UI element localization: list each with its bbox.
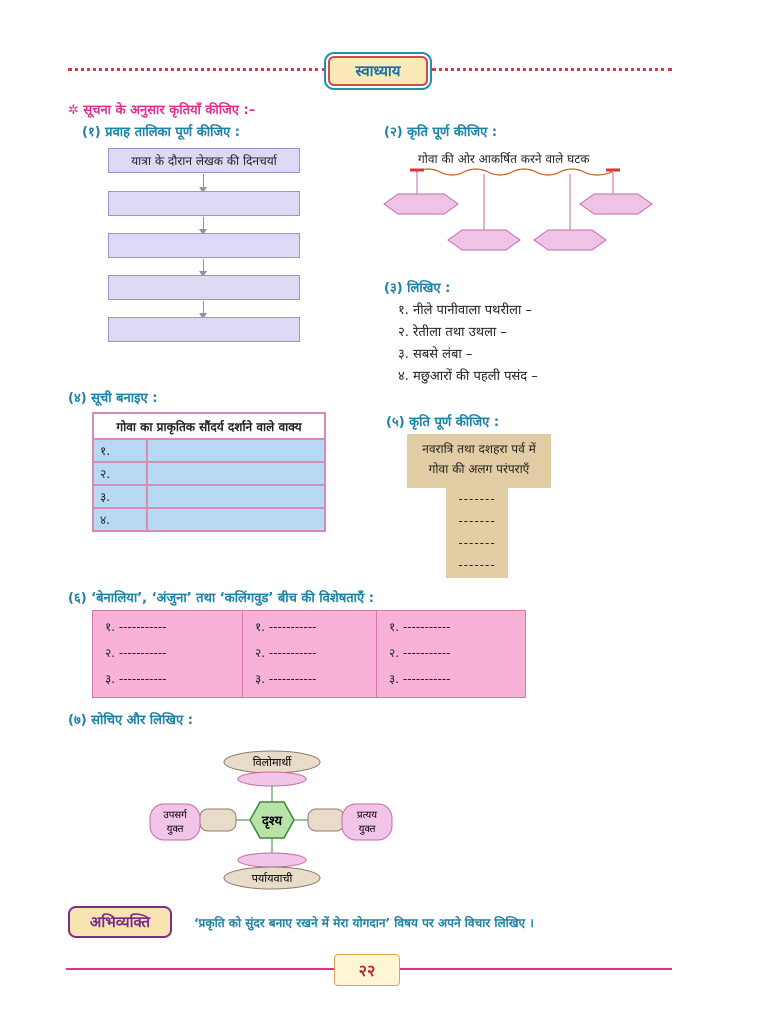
q5-blank-3: ------- bbox=[458, 536, 496, 550]
bottom-answer-ellipse bbox=[238, 853, 306, 867]
q1-heading: (१) प्रवाह तालिका पूर्ण कीजिए : bbox=[82, 125, 241, 140]
flow-arrow-1 bbox=[203, 174, 204, 188]
flow-box-3 bbox=[108, 233, 300, 258]
hexagon-1 bbox=[384, 194, 458, 214]
q3-item-1: १. नीले पानीवाला पथरीला – bbox=[398, 303, 532, 318]
q2-hanging-diagram bbox=[380, 166, 660, 256]
q2-heading: (२) कृति पूर्ण कीजिए : bbox=[384, 125, 498, 140]
left-word-line-1: उपसर्ग bbox=[163, 810, 187, 821]
section-title-badge: स्वाध्याय bbox=[328, 56, 428, 86]
flow-arrow-3 bbox=[203, 259, 204, 272]
q5-top-line-1: नवरात्रि तथा दशहरा पर्व में bbox=[422, 442, 536, 456]
flow-box-4 bbox=[108, 275, 300, 300]
expression-text: ‘प्रकृति को सुंदर बनाए रखने में मेरा योगदान’ विषय पर अपने विचार लिखिए । bbox=[194, 916, 534, 930]
q5-blank-2: ------- bbox=[458, 514, 496, 528]
q6-column-1: १. ----------- २. ----------- ३. ----------- bbox=[93, 611, 243, 697]
q3-item-4: ४. मछुआरों की पहली पसंद – bbox=[398, 369, 538, 384]
flow-arrow-4 bbox=[203, 301, 204, 314]
footer-line-right bbox=[400, 968, 672, 970]
expression-badge: अभिव्यक्ति bbox=[68, 906, 172, 938]
q4-heading: (४) सूची बनाइए : bbox=[68, 391, 158, 406]
q3-item-2: २. रेतीला तथा उथला – bbox=[398, 325, 507, 340]
flow-box-1: यात्रा के दौरान लेखक की दिनचर्या bbox=[108, 148, 300, 173]
q6-features-table bbox=[92, 610, 526, 698]
flow-box-5 bbox=[108, 317, 300, 342]
center-word: दृश्य bbox=[262, 814, 282, 829]
table-row: २. bbox=[93, 462, 325, 485]
right-word-line-2: युक्त bbox=[358, 824, 376, 835]
q5-top-line-2: गोवा की अलग परंपराएँ bbox=[428, 462, 530, 476]
top-word: विलोमार्थी bbox=[252, 756, 292, 769]
q4-list-table bbox=[92, 412, 326, 532]
q7-heading: (७) सोचिए और लिखिए : bbox=[68, 713, 193, 728]
right-answer-box bbox=[308, 809, 344, 831]
top-answer-ellipse bbox=[238, 772, 306, 786]
q5-blank-1: ------- bbox=[458, 492, 496, 506]
header-dotted-line-left bbox=[68, 68, 326, 71]
q2-label: गोवा की ओर आकर्षित करने वाले घटक bbox=[418, 152, 590, 166]
hexagon-3 bbox=[448, 230, 520, 250]
left-answer-box bbox=[200, 809, 236, 831]
table-row: ३. bbox=[93, 485, 325, 508]
q5-blank-4: ------- bbox=[458, 558, 496, 572]
q3-heading: (३) लिखिए : bbox=[384, 281, 451, 296]
bottom-word: पर्यायवाची bbox=[251, 872, 293, 885]
q4-table-header: गोवा का प्राकृतिक सौंदर्य दर्शाने वाले वाक्य bbox=[93, 413, 325, 439]
flow-arrow-2 bbox=[203, 217, 204, 230]
flow-box-2 bbox=[108, 191, 300, 216]
hexagon-2 bbox=[580, 194, 652, 214]
q6-column-2: १. ----------- २. ----------- ३. ----------- bbox=[243, 611, 377, 697]
page-number: २२ bbox=[334, 954, 400, 986]
q6-column-3: १. ----------- २. ----------- ३. ----------- bbox=[389, 620, 451, 686]
q7-word-web-diagram bbox=[148, 748, 398, 894]
footer-line-left bbox=[66, 968, 334, 970]
right-word-line-1: प्रत्यय bbox=[356, 810, 378, 821]
header-dotted-line-right bbox=[432, 68, 672, 71]
q3-item-3: ३. सबसे लंबा – bbox=[398, 347, 473, 362]
q5-t-shape-top bbox=[407, 434, 551, 488]
q6-heading: (६) ‘बेनालिया’, ‘अंजुना’ तथा ‘कलिंगवुड’ बीच की विशेषताएँ : bbox=[68, 591, 374, 606]
table-row: १. bbox=[93, 439, 325, 462]
instruction-text: ✲ सूचना के अनुसार कृतियाँ कीजिए :– bbox=[68, 103, 256, 118]
table-row: ४. bbox=[93, 508, 325, 531]
q5-heading: (५) कृति पूर्ण कीजिए : bbox=[386, 415, 500, 430]
q5-t-shape-stem bbox=[446, 486, 508, 578]
hexagon-4 bbox=[534, 230, 606, 250]
left-word-line-2: युक्त bbox=[166, 824, 184, 835]
